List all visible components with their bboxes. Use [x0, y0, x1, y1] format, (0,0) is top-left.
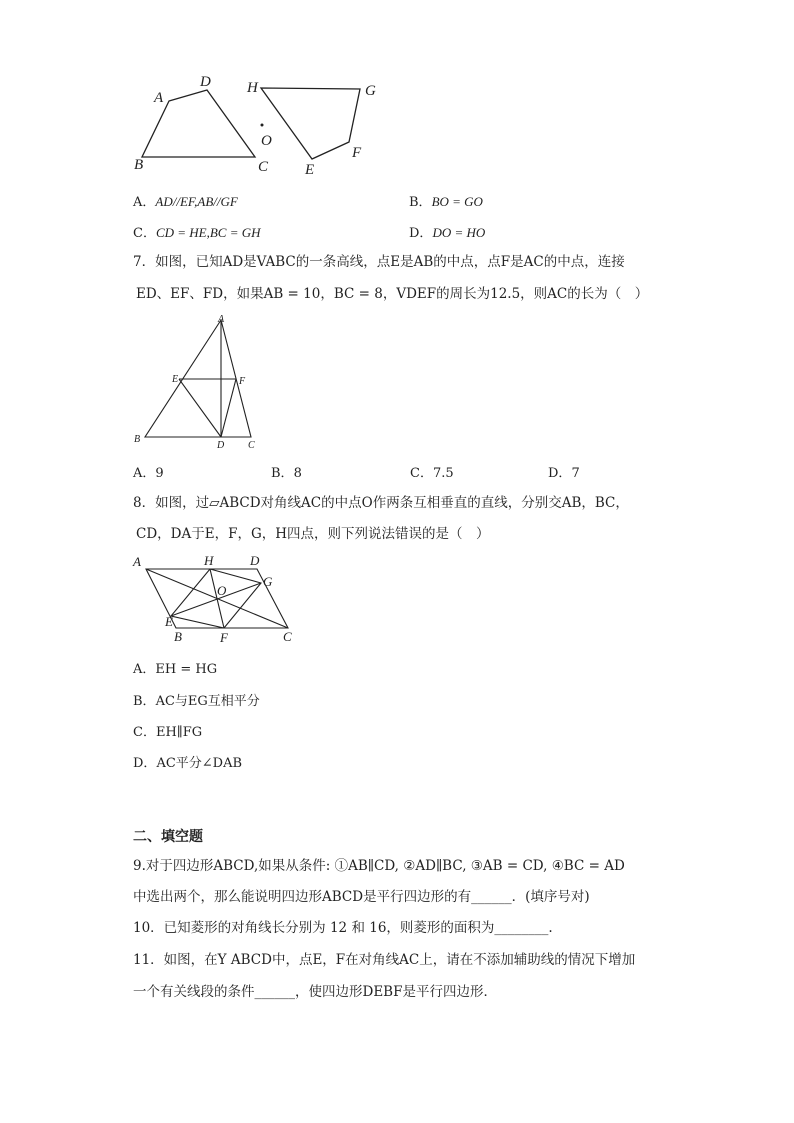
q6-option-a: A．AD//EF,AB//GF	[133, 194, 238, 210]
par-label-c: C	[283, 629, 292, 644]
q11-line1: 11．如图，在Y ABCD中，点E，F在对角线AC上，请在不添加辅助线的情况下增加	[133, 952, 636, 968]
par-label-h: H	[204, 553, 214, 568]
q8-option-c: C．EH∥FG	[133, 725, 203, 740]
label-o: O	[261, 133, 272, 149]
tri-label-d: D	[217, 440, 225, 451]
par-label-d: D	[250, 553, 260, 568]
label-e: E	[305, 162, 315, 178]
q8-line1: 8．如图，过▱ABCD对角线AC的中点O作两条互相垂直的直线，分别交AB，BC，	[133, 495, 629, 511]
tri-label-a: A	[218, 314, 225, 325]
q8-line2: CD，DA于E，F，G，H四点，则下列说法错误的是（ ）	[136, 526, 490, 542]
q9-line2: 中选出两个，那么能说明四边形ABCD是平行四边形的有______．(填序号对)	[133, 889, 590, 905]
label-h: H	[247, 80, 258, 96]
label-a: A	[154, 90, 164, 106]
par-label-o: O	[217, 583, 227, 598]
q7-option-d: D．7	[548, 466, 580, 481]
tri-label-b: B	[134, 434, 141, 445]
quadrilateral-figure	[130, 70, 390, 180]
q7-option-a: A．9	[133, 466, 164, 481]
par-label-a: A	[133, 554, 141, 569]
quad-hgfe	[261, 88, 360, 159]
q9-line1: 9.对于四边形ABCD,如果从条件: ①AB∥CD, ②AD∥BC, ③AB = CD, ④BC = AD	[133, 858, 625, 874]
par-label-e: E	[165, 614, 173, 629]
q11-line2: 一个有关线段的条件______，使四边形DEBF是平行四边形．	[133, 984, 497, 1000]
par-label-b: B	[174, 629, 182, 644]
section-title: 二、填空题	[133, 829, 203, 845]
label-f: F	[352, 145, 362, 161]
q6-option-b: B．BO = GO	[409, 194, 483, 210]
q7-option-c: C．7.5	[410, 466, 454, 481]
parallelogram-figure	[130, 553, 300, 648]
q7-line1: 7．如图，已知AD是VABC的一条高线，点E是AB的中点，点F是AC的中点，连接	[133, 254, 625, 270]
par-label-g: G	[263, 574, 273, 589]
label-c: C	[258, 159, 269, 175]
q8-option-b: B．AC与EG互相平分	[133, 694, 260, 709]
tri-label-f: F	[239, 376, 246, 387]
tri-label-c: C	[248, 440, 255, 451]
tri-label-e: E	[172, 374, 179, 385]
q8-option-d: D．AC平分∠DAB	[133, 756, 243, 771]
q6-option-c: C．CD = HE,BC = GH	[133, 225, 261, 241]
label-b: B	[134, 157, 144, 173]
q7-line2: ED、EF、FD，如果AB = 10，BC = 8，VDEF的周长为12.5，则AC的长为（ ）	[136, 286, 649, 302]
par-label-f: F	[220, 630, 228, 645]
point-o	[261, 124, 264, 127]
label-g: G	[365, 83, 376, 99]
q7-option-b: B．8	[271, 466, 302, 481]
triangle-figure	[130, 312, 270, 452]
label-d: D	[200, 74, 211, 90]
q8-option-a: A．EH = HG	[133, 662, 218, 677]
q10-line1: 10．已知菱形的对角线长分别为 12 和 16，则菱形的面积为________.	[133, 920, 553, 936]
q6-option-d: D．DO = HO	[409, 225, 486, 241]
